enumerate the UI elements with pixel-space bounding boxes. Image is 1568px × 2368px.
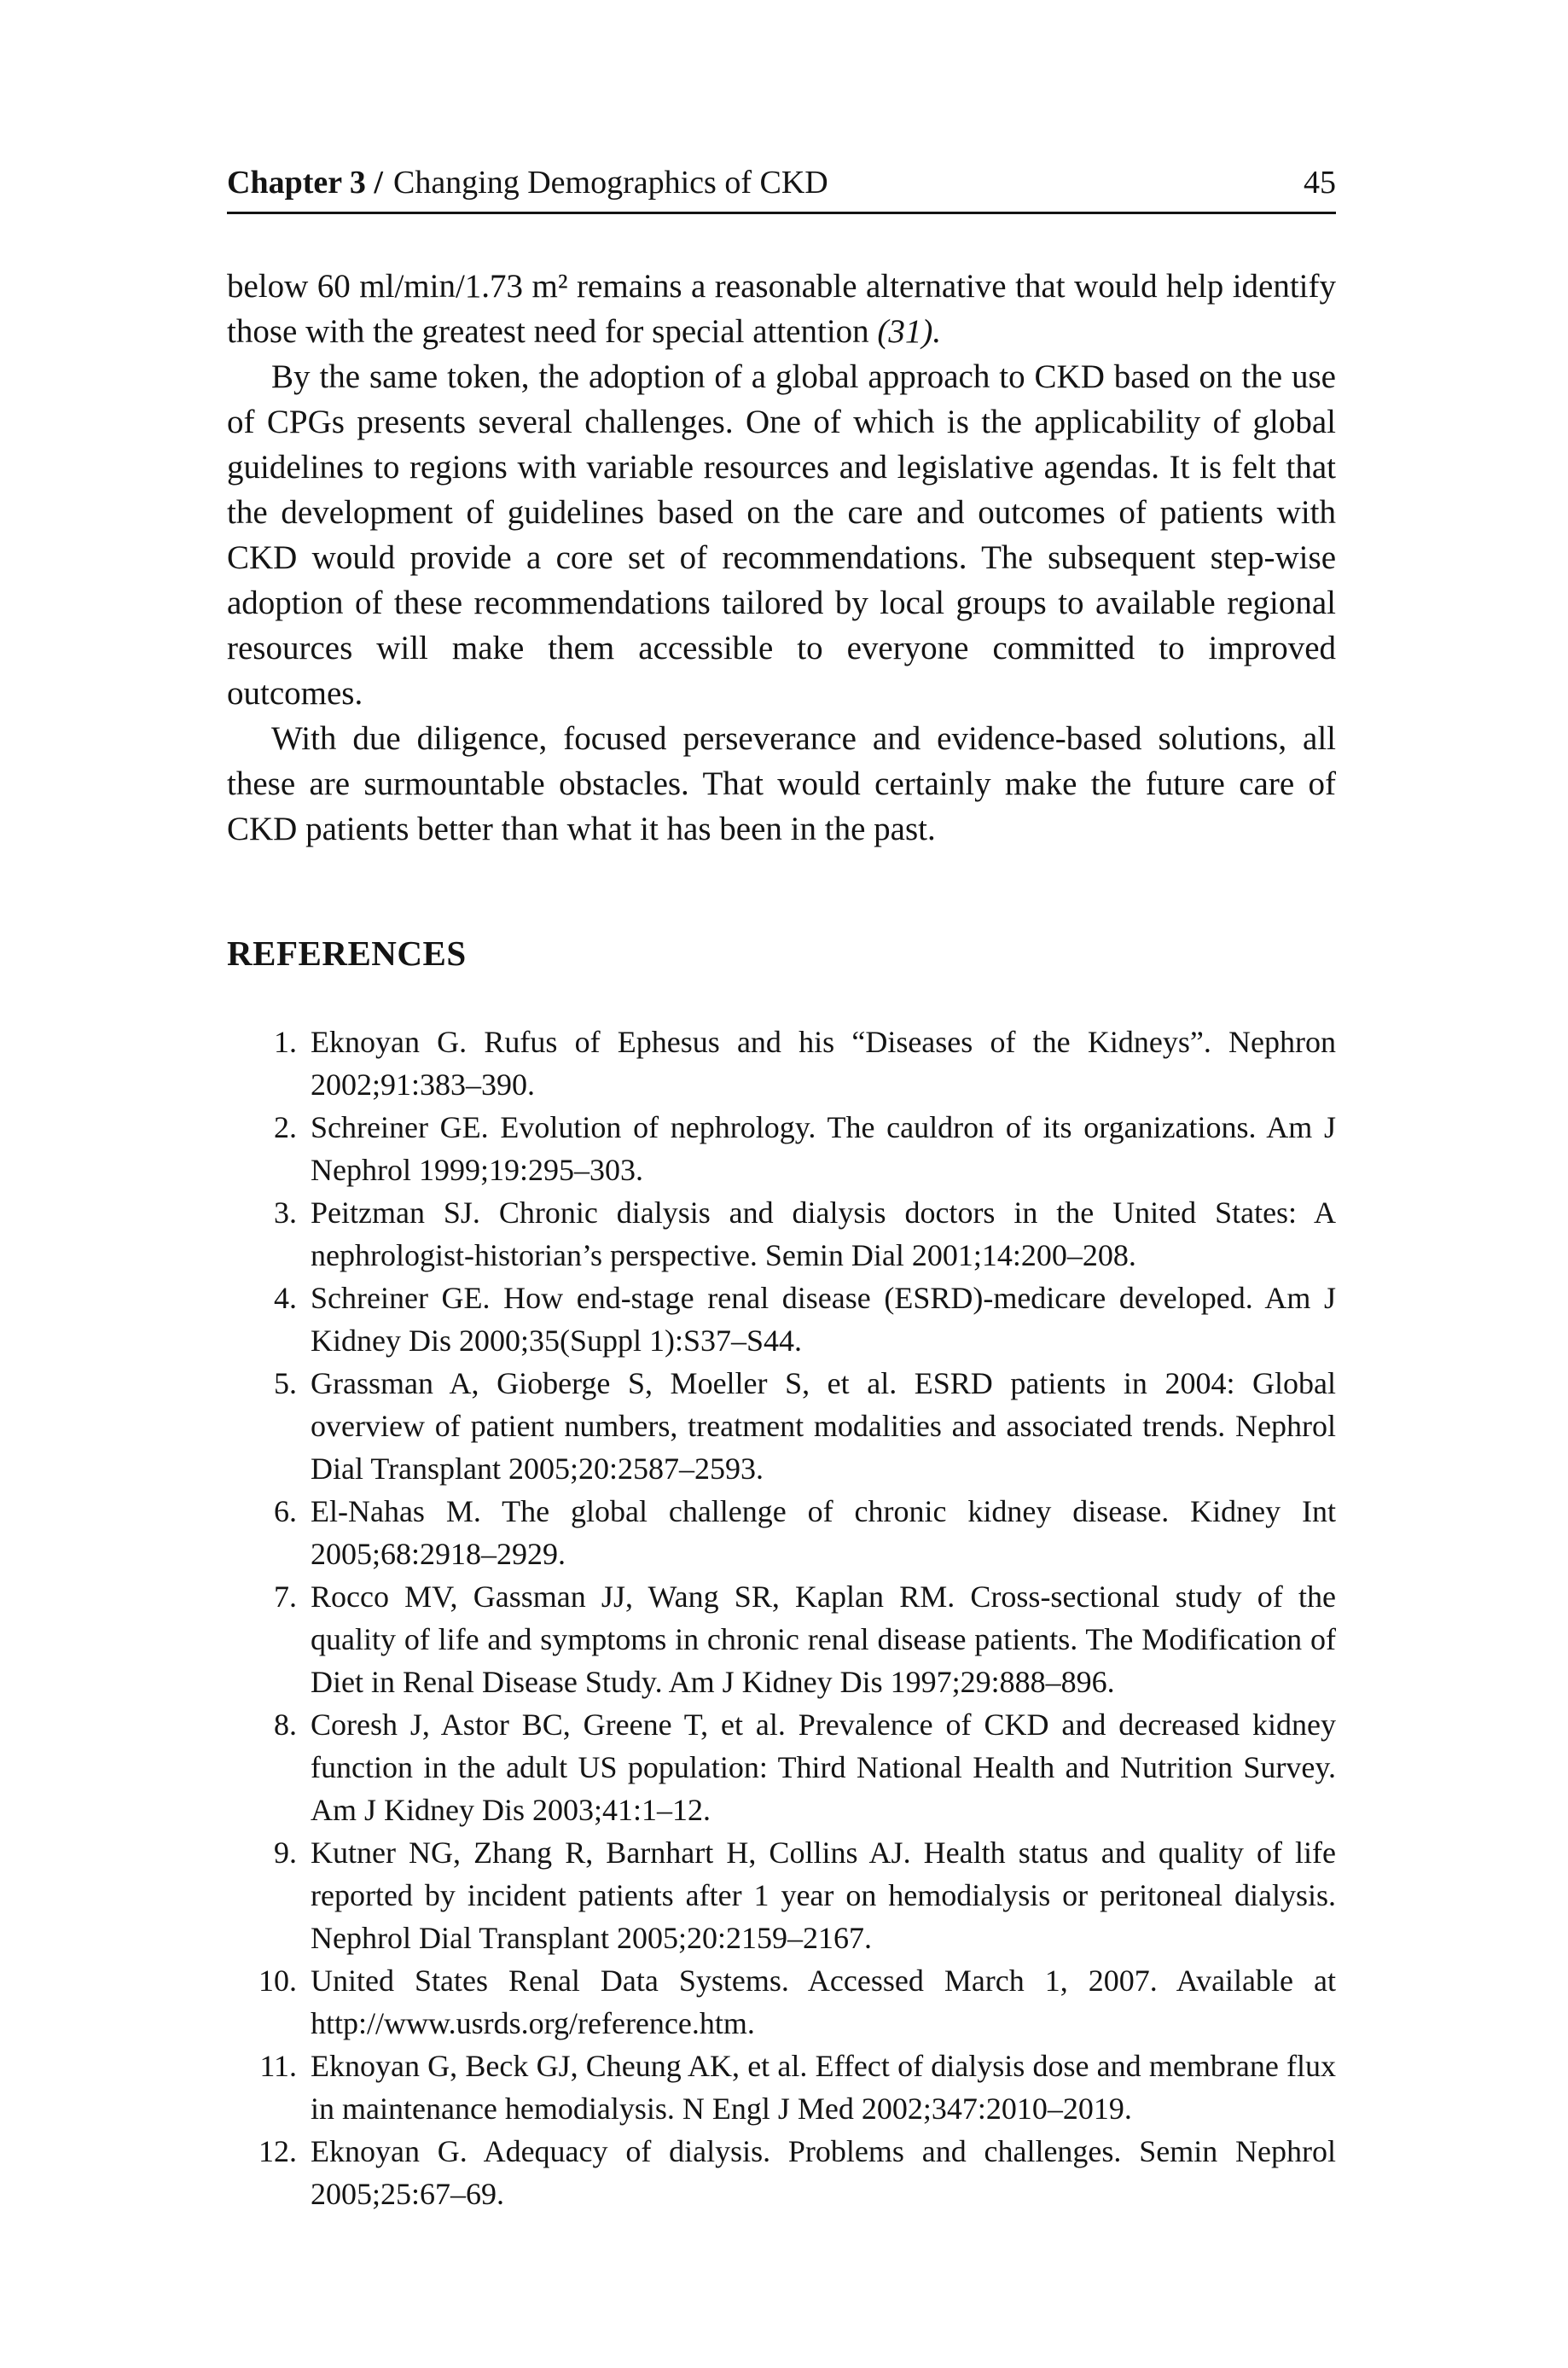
reference-number: 3. xyxy=(274,1196,297,1230)
references-list xyxy=(227,1021,1336,2215)
reference-item xyxy=(235,1575,1336,1703)
citation-reference: (31). xyxy=(877,313,942,350)
reference-number: 4. xyxy=(274,1281,297,1315)
reference-number: 12. xyxy=(258,2134,297,2168)
reference-number: 11. xyxy=(259,2049,297,2083)
chapter-label: Chapter 3 / xyxy=(227,165,383,201)
reference-number: 7. xyxy=(274,1580,297,1614)
reference-text: Coresh J, Astor BC, Greene T, et al. Prevalence of CKD and decreased kidney function in the adult US population: Third National Health and Nutrition Survey. Am J Kidney Dis 2003;41:1–12. xyxy=(311,1708,1336,1827)
reference-item xyxy=(235,1191,1336,1277)
reference-item xyxy=(235,1959,1336,2045)
reference-text: Peitzman SJ. Chronic dialysis and dialysis doctors in the United States: A nephrologist-historian’s perspective. Semin Dial 2001;14:200–208. xyxy=(311,1196,1336,1272)
reference-number: 6. xyxy=(274,1494,297,1528)
header-rule xyxy=(227,212,1336,214)
reference-number: 8. xyxy=(274,1708,297,1742)
reference-text: Rocco MV, Gassman JJ, Wang SR, Kaplan RM. Cross-sectional study of the quality of life and symptoms in chronic renal disease patients. The Modification of Diet in Renal Disease Study. Am J Kidney Dis 1997;29:888–896. xyxy=(311,1580,1336,1699)
chapter-title: Changing Demographics of CKD xyxy=(392,165,828,201)
references-heading: REFERENCES xyxy=(227,934,467,973)
reference-item xyxy=(235,1106,1336,1191)
reference-item xyxy=(235,1703,1336,1831)
reference-text: Eknoyan G. Adequacy of dialysis. Problems and challenges. Semin Nephrol 2005;25:67–69. xyxy=(311,2134,1336,2211)
running-head-title xyxy=(227,164,828,201)
reference-text: United States Renal Data Systems. Accessed March 1, 2007. Available at http://www.usrds.org/reference.htm. xyxy=(311,1964,1336,2040)
paragraph-continued xyxy=(227,264,1336,354)
reference-text: Grassman A, Gioberge S, Moeller S, et al. ESRD patients in 2004: Global overview of patient numbers, treatment modalities and associated trends. Nephrol Dial Transplant 2005;20:2587–2593. xyxy=(311,1366,1336,1486)
reference-item xyxy=(235,1277,1336,1362)
reference-number: 5. xyxy=(274,1366,297,1400)
reference-item xyxy=(235,1362,1336,1490)
page-body xyxy=(227,264,1336,2215)
reference-number: 10. xyxy=(258,1964,297,1998)
paragraph: With due diligence, focused perseverance and evidence-based solutions, all these are surmountable obstacles. That would certainly make the future care of CKD patients better than what it has been in the past. xyxy=(227,720,1336,847)
reference-text: Kutner NG, Zhang R, Barnhart H, Collins AJ. Health status and quality of life reported by incident patients after 1 year on hemodialysis or peritoneal dialysis. Nephrol Dial Transplant 2005;20:2159–2167. xyxy=(311,1836,1336,1955)
page-number: 45 xyxy=(1304,165,1336,201)
paragraph: By the same token, the adoption of a global approach to CKD based on the use of CPGs presents several challenges. One of which is the applicability of global guidelines to regions with variable resources and legislative agendas. It is felt that the development of guidelines based on the care and outcomes of patients with CKD would provide a core set of recommendations. The subsequent step-wise adoption of these recommendations tailored by local groups to available regional resources will make them accessible to everyone committed to improved outcomes. xyxy=(227,358,1336,712)
reference-text: Eknoyan G. Rufus of Ephesus and his “Diseases of the Kidneys”. Nephron 2002;91:383–390. xyxy=(311,1025,1336,1102)
reference-text: Schreiner GE. How end-stage renal disease (ESRD)-medicare developed. Am J Kidney Dis 2000;35(Suppl 1):S37–S44. xyxy=(311,1281,1336,1358)
page-header xyxy=(227,164,1336,201)
reference-text: El-Nahas M. The global challenge of chronic kidney disease. Kidney Int 2005;68:2918–2929. xyxy=(311,1494,1336,1571)
reference-text: Schreiner GE. Evolution of nephrology. The cauldron of its organizations. Am J Nephrol 1999;19:295–303. xyxy=(311,1110,1336,1187)
reference-number: 9. xyxy=(274,1836,297,1870)
reference-number: 1. xyxy=(274,1025,297,1059)
reference-number: 2. xyxy=(274,1110,297,1144)
reference-item xyxy=(235,2045,1336,2130)
reference-item xyxy=(235,1490,1336,1575)
reference-item xyxy=(235,1831,1336,1959)
reference-item xyxy=(235,1021,1336,1106)
reference-item xyxy=(235,2130,1336,2215)
paragraph-text: below 60 ml/min/1.73 m² remains a reasonable alternative that would help identify those with the greatest need for special attention xyxy=(227,268,1336,350)
reference-text: Eknoyan G, Beck GJ, Cheung AK, et al. Effect of dialysis dose and membrane flux in maintenance hemodialysis. N Engl J Med 2002;347:2010–2019. xyxy=(311,2049,1336,2126)
